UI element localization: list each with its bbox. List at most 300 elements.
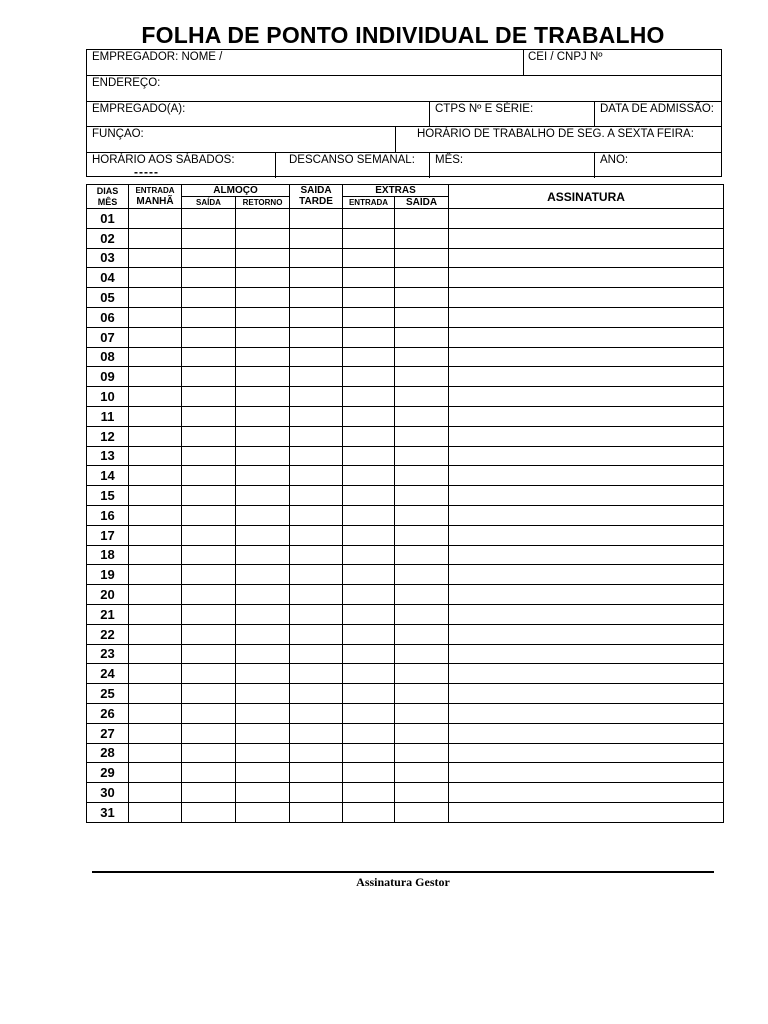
entrada-manha-cell[interactable] (129, 248, 182, 268)
extras-saida-cell[interactable] (395, 466, 449, 486)
day-number: 09 (87, 367, 129, 387)
day-number: 24 (87, 664, 129, 684)
extras-saida-cell[interactable] (395, 565, 449, 585)
assinatura-cell[interactable] (449, 604, 724, 624)
entrada-manha-cell[interactable] (129, 763, 182, 783)
extras-entrada-cell[interactable] (343, 723, 395, 743)
almoco-retorno-cell[interactable] (236, 684, 290, 704)
extras-saida-cell[interactable] (395, 387, 449, 407)
field-funcao[interactable]: FUNÇAO: (92, 128, 144, 140)
day-number: 02 (87, 228, 129, 248)
header-mes: MÊS (87, 197, 129, 209)
entrada-manha-cell[interactable] (129, 664, 182, 684)
almoco-saida-cell[interactable] (182, 684, 236, 704)
almoco-retorno-cell[interactable] (236, 426, 290, 446)
almoco-saida-cell[interactable] (182, 347, 236, 367)
page-title: FOLHA DE PONTO INDIVIDUAL DE TRABALHO (141, 22, 665, 48)
extras-saida-cell[interactable] (395, 763, 449, 783)
almoco-retorno-cell[interactable] (236, 307, 290, 327)
almoco-saida-cell[interactable] (182, 723, 236, 743)
field-descanso[interactable]: DESCANSO SEMANAL: (289, 154, 415, 166)
table-row (87, 684, 724, 704)
extras-entrada-cell[interactable] (343, 505, 395, 525)
almoco-saida-cell[interactable] (182, 486, 236, 506)
almoco-retorno-cell[interactable] (236, 644, 290, 664)
assinatura-cell[interactable] (449, 545, 724, 565)
extras-entrada-cell[interactable] (343, 624, 395, 644)
day-number: 31 (87, 802, 129, 822)
field-ano[interactable]: ANO: (600, 154, 629, 166)
table-row (87, 288, 724, 308)
almoco-saida-cell[interactable] (182, 387, 236, 407)
entrada-manha-cell[interactable] (129, 486, 182, 506)
day-number: 16 (87, 505, 129, 525)
header-almoco-retorno: RETORNO (236, 197, 290, 209)
table-row (87, 545, 724, 565)
almoco-saida-cell[interactable] (182, 783, 236, 803)
saida-tarde-cell[interactable] (290, 545, 343, 565)
saida-tarde-cell[interactable] (290, 624, 343, 644)
table-row (87, 644, 724, 664)
saida-tarde-cell[interactable] (290, 288, 343, 308)
day-number: 29 (87, 763, 129, 783)
almoco-retorno-cell[interactable] (236, 545, 290, 565)
entrada-manha-cell[interactable] (129, 426, 182, 446)
almoco-retorno-cell[interactable] (236, 327, 290, 347)
almoco-retorno-cell[interactable] (236, 406, 290, 426)
field-horario-sabados[interactable]: HORÁRIO AOS SÁBADOS: (92, 154, 235, 166)
day-number: 04 (87, 268, 129, 288)
entrada-manha-cell[interactable] (129, 209, 182, 229)
extras-entrada-cell[interactable] (343, 802, 395, 822)
header-divider (87, 126, 721, 127)
table-row (87, 268, 724, 288)
assinatura-cell[interactable] (449, 268, 724, 288)
entrada-manha-cell[interactable] (129, 406, 182, 426)
almoco-retorno-cell[interactable] (236, 486, 290, 506)
day-number: 21 (87, 604, 129, 624)
extras-entrada-cell[interactable] (343, 763, 395, 783)
header-dias: DIAS (87, 185, 129, 197)
saida-tarde-cell[interactable] (290, 763, 343, 783)
almoco-retorno-cell[interactable] (236, 664, 290, 684)
assinatura-cell[interactable] (449, 209, 724, 229)
table-row (87, 783, 724, 803)
extras-saida-cell[interactable] (395, 545, 449, 565)
extras-entrada-cell[interactable] (343, 664, 395, 684)
assinatura-cell[interactable] (449, 486, 724, 506)
extras-saida-cell[interactable] (395, 644, 449, 664)
entrada-manha-cell[interactable] (129, 624, 182, 644)
almoco-saida-cell[interactable] (182, 327, 236, 347)
entrada-manha-cell[interactable] (129, 783, 182, 803)
header-divider (395, 126, 396, 152)
almoco-retorno-cell[interactable] (236, 268, 290, 288)
saida-tarde-cell[interactable] (290, 248, 343, 268)
saida-tarde-cell[interactable] (290, 209, 343, 229)
extras-entrada-cell[interactable] (343, 209, 395, 229)
almoco-retorno-cell[interactable] (236, 525, 290, 545)
entrada-manha-cell[interactable] (129, 743, 182, 763)
almoco-saida-cell[interactable] (182, 367, 236, 387)
assinatura-cell[interactable] (449, 307, 724, 327)
assinatura-cell[interactable] (449, 802, 724, 822)
almoco-saida-cell[interactable] (182, 268, 236, 288)
assinatura-cell[interactable] (449, 248, 724, 268)
day-number: 13 (87, 446, 129, 466)
saida-tarde-cell[interactable] (290, 486, 343, 506)
table-row (87, 307, 724, 327)
assinatura-cell[interactable] (449, 406, 724, 426)
almoco-saida-cell[interactable] (182, 426, 236, 446)
table-row (87, 723, 724, 743)
saida-tarde-cell[interactable] (290, 387, 343, 407)
almoco-retorno-cell[interactable] (236, 347, 290, 367)
extras-saida-cell[interactable] (395, 446, 449, 466)
extras-saida-cell[interactable] (395, 347, 449, 367)
almoco-saida-cell[interactable] (182, 545, 236, 565)
entrada-manha-cell[interactable] (129, 268, 182, 288)
assinatura-cell[interactable] (449, 664, 724, 684)
header-divider (87, 75, 721, 76)
header-divider (594, 101, 595, 126)
almoco-saida-cell[interactable] (182, 466, 236, 486)
almoco-saida-cell[interactable] (182, 446, 236, 466)
assinatura-cell[interactable] (449, 763, 724, 783)
day-number: 15 (87, 486, 129, 506)
almoco-retorno-cell[interactable] (236, 387, 290, 407)
time-sheet-table (86, 184, 724, 823)
extras-saida-cell[interactable] (395, 367, 449, 387)
saida-tarde-cell[interactable] (290, 783, 343, 803)
almoco-saida-cell[interactable] (182, 664, 236, 684)
table-row (87, 505, 724, 525)
almoco-retorno-cell[interactable] (236, 248, 290, 268)
day-number: 22 (87, 624, 129, 644)
entrada-manha-cell[interactable] (129, 505, 182, 525)
entrada-manha-cell[interactable] (129, 565, 182, 585)
saida-tarde-cell[interactable] (290, 565, 343, 585)
day-number: 19 (87, 565, 129, 585)
almoco-retorno-cell[interactable] (236, 783, 290, 803)
almoco-retorno-cell[interactable] (236, 802, 290, 822)
almoco-saida-cell[interactable] (182, 406, 236, 426)
saida-tarde-cell[interactable] (290, 347, 343, 367)
extras-entrada-cell[interactable] (343, 684, 395, 704)
almoco-saida-cell[interactable] (182, 802, 236, 822)
extras-entrada-cell[interactable] (343, 565, 395, 585)
entrada-manha-cell[interactable] (129, 228, 182, 248)
almoco-retorno-cell[interactable] (236, 585, 290, 605)
table-row (87, 406, 724, 426)
table-row (87, 802, 724, 822)
entrada-manha-cell[interactable] (129, 723, 182, 743)
header-manha: MANHÃ (129, 197, 182, 209)
header-divider (87, 152, 721, 153)
entrada-manha-cell[interactable] (129, 684, 182, 704)
entrada-manha-cell[interactable] (129, 367, 182, 387)
almoco-saida-cell[interactable] (182, 525, 236, 545)
header-extras-entrada: ENTRADA (343, 197, 395, 209)
extras-saida-cell[interactable] (395, 802, 449, 822)
assinatura-cell[interactable] (449, 505, 724, 525)
header-divider (429, 101, 430, 126)
extras-saida-cell[interactable] (395, 505, 449, 525)
extras-entrada-cell[interactable] (343, 367, 395, 387)
assinatura-cell[interactable] (449, 288, 724, 308)
almoco-retorno-cell[interactable] (236, 763, 290, 783)
saida-tarde-cell[interactable] (290, 505, 343, 525)
almoco-saida-cell[interactable] (182, 644, 236, 664)
assinatura-cell[interactable] (449, 644, 724, 664)
assinatura-cell[interactable] (449, 624, 724, 644)
field-horario-semana[interactable]: HORÁRIO DE TRABALHO DE SEG. A SEXTA FEIRA: (417, 128, 694, 140)
almoco-retorno-cell[interactable] (236, 604, 290, 624)
extras-entrada-cell[interactable] (343, 486, 395, 506)
extras-saida-cell[interactable] (395, 307, 449, 327)
extras-saida-cell[interactable] (395, 604, 449, 624)
almoco-retorno-cell[interactable] (236, 505, 290, 525)
entrada-manha-cell[interactable] (129, 466, 182, 486)
extras-entrada-cell[interactable] (343, 604, 395, 624)
header-entrada: ENTRADA (129, 185, 182, 197)
saida-tarde-cell[interactable] (290, 664, 343, 684)
entrada-manha-cell[interactable] (129, 703, 182, 723)
extras-saida-cell[interactable] (395, 327, 449, 347)
day-number: 06 (87, 307, 129, 327)
table-row (87, 446, 724, 466)
assinatura-cell[interactable] (449, 347, 724, 367)
almoco-retorno-cell[interactable] (236, 228, 290, 248)
header-divider (87, 101, 721, 102)
almoco-saida-cell[interactable] (182, 703, 236, 723)
field-cei-cnpj[interactable]: CEI / CNPJ Nº (528, 51, 603, 63)
table-row (87, 525, 724, 545)
extras-entrada-cell[interactable] (343, 406, 395, 426)
assinatura-cell[interactable] (449, 446, 724, 466)
table-row (87, 585, 724, 605)
extras-saida-cell[interactable] (395, 228, 449, 248)
assinatura-cell[interactable] (449, 525, 724, 545)
table-row (87, 327, 724, 347)
day-number: 23 (87, 644, 129, 664)
assinatura-cell[interactable] (449, 565, 724, 585)
day-number: 18 (87, 545, 129, 565)
header-divider (275, 152, 276, 178)
extras-entrada-cell[interactable] (343, 387, 395, 407)
almoco-saida-cell[interactable] (182, 288, 236, 308)
extras-entrada-cell[interactable] (343, 228, 395, 248)
almoco-retorno-cell[interactable] (236, 367, 290, 387)
saida-tarde-cell[interactable] (290, 228, 343, 248)
saida-tarde-cell[interactable] (290, 406, 343, 426)
header-almoco-saida: SAÍDA (182, 197, 236, 209)
assinatura-cell[interactable] (449, 684, 724, 704)
saida-tarde-cell[interactable] (290, 525, 343, 545)
assinatura-cell[interactable] (449, 387, 724, 407)
saida-tarde-cell[interactable] (290, 367, 343, 387)
extras-entrada-cell[interactable] (343, 585, 395, 605)
extras-saida-cell[interactable] (395, 525, 449, 545)
almoco-saida-cell[interactable] (182, 624, 236, 644)
extras-saida-cell[interactable] (395, 664, 449, 684)
day-number: 27 (87, 723, 129, 743)
almoco-retorno-cell[interactable] (236, 209, 290, 229)
entrada-manha-cell[interactable] (129, 347, 182, 367)
almoco-saida-cell[interactable] (182, 228, 236, 248)
header-extras: EXTRAS (343, 185, 449, 197)
saida-tarde-cell[interactable] (290, 446, 343, 466)
extras-entrada-cell[interactable] (343, 268, 395, 288)
header-divider (523, 50, 524, 75)
table-row (87, 209, 724, 229)
entrada-manha-cell[interactable] (129, 288, 182, 308)
entrada-manha-cell[interactable] (129, 387, 182, 407)
assinatura-cell[interactable] (449, 783, 724, 803)
entrada-manha-cell[interactable] (129, 604, 182, 624)
extras-saida-cell[interactable] (395, 288, 449, 308)
extras-saida-cell[interactable] (395, 426, 449, 446)
saida-tarde-cell[interactable] (290, 644, 343, 664)
extras-saida-cell[interactable] (395, 406, 449, 426)
table-row (87, 486, 724, 506)
saida-tarde-cell[interactable] (290, 604, 343, 624)
almoco-retorno-cell[interactable] (236, 624, 290, 644)
saida-tarde-cell[interactable] (290, 684, 343, 704)
field-mes[interactable]: MÊS: (435, 154, 464, 166)
extras-entrada-cell[interactable] (343, 644, 395, 664)
saida-tarde-cell[interactable] (290, 703, 343, 723)
extras-saida-cell[interactable] (395, 684, 449, 704)
almoco-retorno-cell[interactable] (236, 743, 290, 763)
signature-label: Assinatura Gestor (356, 875, 450, 889)
day-number: 26 (87, 703, 129, 723)
saida-tarde-cell[interactable] (290, 585, 343, 605)
entrada-manha-cell[interactable] (129, 644, 182, 664)
table-row (87, 703, 724, 723)
extras-saida-cell[interactable] (395, 743, 449, 763)
extras-saida-cell[interactable] (395, 209, 449, 229)
extras-entrada-cell[interactable] (343, 446, 395, 466)
extras-entrada-cell[interactable] (343, 783, 395, 803)
entrada-manha-cell[interactable] (129, 307, 182, 327)
extras-entrada-cell[interactable] (343, 307, 395, 327)
day-number: 11 (87, 406, 129, 426)
field-empregador[interactable]: EMPREGADOR: NOME / (92, 51, 223, 63)
saida-tarde-cell[interactable] (290, 466, 343, 486)
field-endereco[interactable]: ENDEREÇO: (92, 77, 161, 89)
extras-entrada-cell[interactable] (343, 347, 395, 367)
signature-line (92, 871, 714, 873)
saida-tarde-cell[interactable] (290, 327, 343, 347)
almoco-saida-cell[interactable] (182, 248, 236, 268)
table-row (87, 426, 724, 446)
sabados-value: ----- (134, 165, 159, 179)
entrada-manha-cell[interactable] (129, 525, 182, 545)
extras-entrada-cell[interactable] (343, 426, 395, 446)
assinatura-cell[interactable] (449, 585, 724, 605)
table-row (87, 248, 724, 268)
almoco-saida-cell[interactable] (182, 565, 236, 585)
assinatura-cell[interactable] (449, 723, 724, 743)
entrada-manha-cell[interactable] (129, 585, 182, 605)
almoco-saida-cell[interactable] (182, 763, 236, 783)
almoco-retorno-cell[interactable] (236, 703, 290, 723)
header-divider (594, 152, 595, 178)
entrada-manha-cell[interactable] (129, 802, 182, 822)
table-row (87, 228, 724, 248)
saida-tarde-cell[interactable] (290, 802, 343, 822)
almoco-retorno-cell[interactable] (236, 565, 290, 585)
header-form (86, 49, 722, 177)
assinatura-cell[interactable] (449, 228, 724, 248)
extras-entrada-cell[interactable] (343, 288, 395, 308)
field-ctps[interactable]: CTPS Nº E SÉRIE: (435, 103, 534, 115)
day-number: 01 (87, 209, 129, 229)
almoco-saida-cell[interactable] (182, 743, 236, 763)
extras-saida-cell[interactable] (395, 723, 449, 743)
table-row (87, 387, 724, 407)
almoco-retorno-cell[interactable] (236, 446, 290, 466)
table-row (87, 367, 724, 387)
assinatura-cell[interactable] (449, 426, 724, 446)
extras-saida-cell[interactable] (395, 268, 449, 288)
extras-saida-cell[interactable] (395, 624, 449, 644)
saida-tarde-cell[interactable] (290, 723, 343, 743)
extras-entrada-cell[interactable] (343, 703, 395, 723)
assinatura-cell[interactable] (449, 367, 724, 387)
day-number: 20 (87, 585, 129, 605)
extras-entrada-cell[interactable] (343, 525, 395, 545)
assinatura-cell[interactable] (449, 327, 724, 347)
day-number: 30 (87, 783, 129, 803)
entrada-manha-cell[interactable] (129, 545, 182, 565)
almoco-saida-cell[interactable] (182, 209, 236, 229)
day-number: 03 (87, 248, 129, 268)
saida-tarde-cell[interactable] (290, 743, 343, 763)
assinatura-cell[interactable] (449, 466, 724, 486)
extras-entrada-cell[interactable] (343, 743, 395, 763)
almoco-retorno-cell[interactable] (236, 723, 290, 743)
extras-saida-cell[interactable] (395, 703, 449, 723)
table-row (87, 604, 724, 624)
almoco-saida-cell[interactable] (182, 604, 236, 624)
almoco-saida-cell[interactable] (182, 307, 236, 327)
entrada-manha-cell[interactable] (129, 327, 182, 347)
extras-saida-cell[interactable] (395, 248, 449, 268)
extras-saida-cell[interactable] (395, 486, 449, 506)
saida-tarde-cell[interactable] (290, 307, 343, 327)
field-empregado[interactable]: EMPREGADO(A): (92, 103, 186, 115)
extras-saida-cell[interactable] (395, 783, 449, 803)
extras-saida-cell[interactable] (395, 585, 449, 605)
almoco-retorno-cell[interactable] (236, 466, 290, 486)
extras-entrada-cell[interactable] (343, 466, 395, 486)
field-data-admissao[interactable]: DATA DE ADMISSÃO: (600, 103, 714, 115)
saida-tarde-cell[interactable] (290, 426, 343, 446)
almoco-saida-cell[interactable] (182, 505, 236, 525)
header-divider (429, 152, 430, 178)
entrada-manha-cell[interactable] (129, 446, 182, 466)
almoco-retorno-cell[interactable] (236, 288, 290, 308)
extras-entrada-cell[interactable] (343, 545, 395, 565)
saida-tarde-cell[interactable] (290, 268, 343, 288)
assinatura-cell[interactable] (449, 703, 724, 723)
assinatura-cell[interactable] (449, 743, 724, 763)
almoco-saida-cell[interactable] (182, 585, 236, 605)
extras-entrada-cell[interactable] (343, 327, 395, 347)
extras-entrada-cell[interactable] (343, 248, 395, 268)
